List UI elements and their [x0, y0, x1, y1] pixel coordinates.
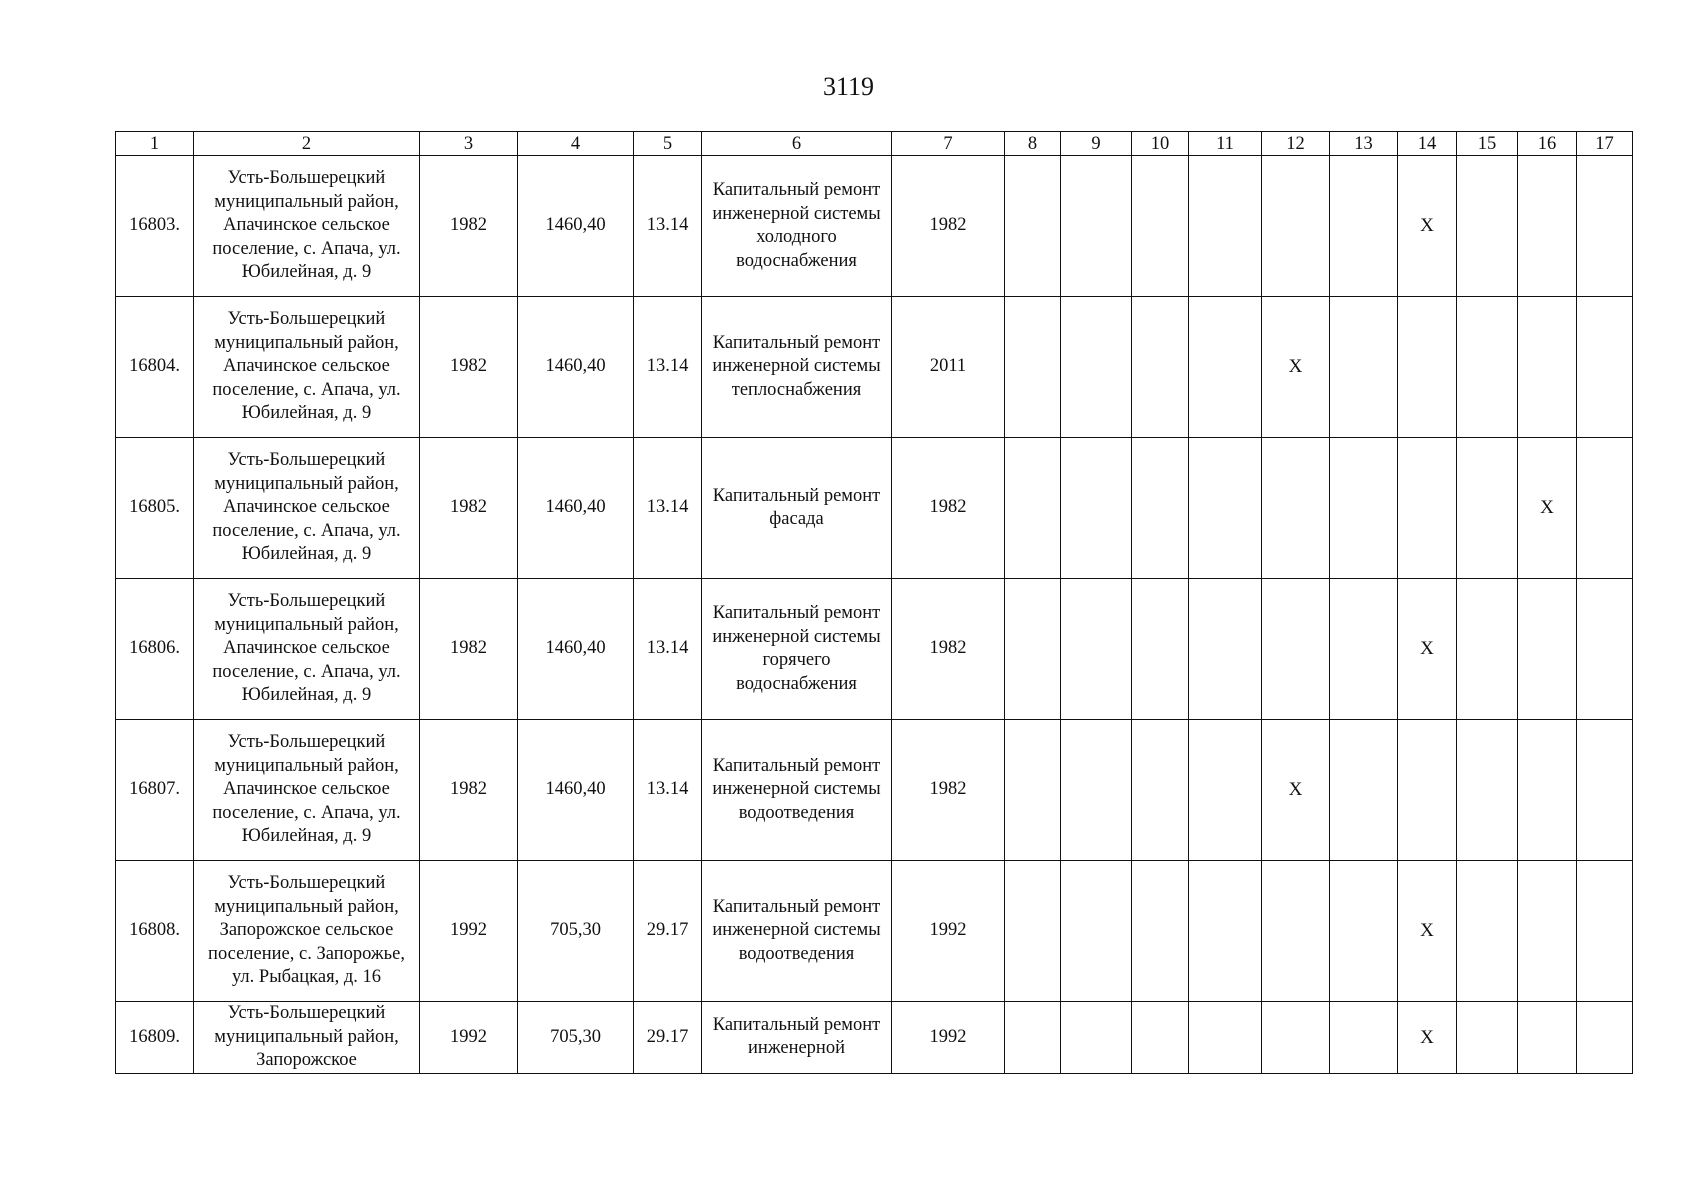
work-type-cell: Капитальный ремонт инженерной системы водоотведения: [702, 720, 892, 861]
period-mark-cell: [1262, 579, 1330, 720]
period-mark-cell: [1457, 438, 1518, 579]
period-mark-cell: [1005, 720, 1061, 861]
period-mark-cell: X: [1398, 579, 1457, 720]
year-built-cell: 1992: [420, 1002, 518, 1074]
year-built-cell: 1982: [420, 156, 518, 297]
address-cell: Усть-Большерецкий муниципальный район, Апачинское сельское поселение, с. Апача, ул. Юбилейная, д. 9: [194, 720, 420, 861]
code-cell: 29.17: [634, 861, 702, 1002]
header-cell: 11: [1189, 132, 1262, 156]
row-number-cell: 16805.: [116, 438, 194, 579]
work-type-cell: Капитальный ремонт инженерной системы горячего водоснабжения: [702, 579, 892, 720]
period-mark-cell: [1518, 579, 1577, 720]
code-cell: 13.14: [634, 297, 702, 438]
row-number-cell: 16809.: [116, 1002, 194, 1074]
period-mark-cell: [1262, 861, 1330, 1002]
period-mark-cell: [1061, 579, 1132, 720]
work-type-cell: Капитальный ремонт инженерной системы теплоснабжения: [702, 297, 892, 438]
row-number-cell: 16804.: [116, 297, 194, 438]
work-type-cell: Капитальный ремонт фасада: [702, 438, 892, 579]
period-mark-cell: X: [1398, 156, 1457, 297]
period-mark-cell: [1330, 720, 1398, 861]
code-cell: 13.14: [634, 156, 702, 297]
period-mark-cell: [1398, 438, 1457, 579]
table-row: [116, 720, 1633, 861]
period-mark-cell: [1577, 156, 1633, 297]
period-mark-cell: [1577, 720, 1633, 861]
header-cell: 4: [518, 132, 634, 156]
year-built-cell: 1992: [420, 861, 518, 1002]
table-row: [116, 438, 1633, 579]
address-cell: Усть-Большерецкий муниципальный район, Апачинское сельское поселение, с. Апача, ул. Юбилейная, д. 9: [194, 156, 420, 297]
year-last-repair-cell: 1982: [892, 156, 1005, 297]
period-mark-cell: [1189, 720, 1262, 861]
period-mark-cell: [1398, 720, 1457, 861]
table-row: [116, 156, 1633, 297]
header-cell: 9: [1061, 132, 1132, 156]
header-cell: 6: [702, 132, 892, 156]
area-cell: 705,30: [518, 861, 634, 1002]
period-mark-cell: [1518, 1002, 1577, 1074]
header-cell: 15: [1457, 132, 1518, 156]
header-cell: 17: [1577, 132, 1633, 156]
period-mark-cell: [1398, 297, 1457, 438]
code-cell: 13.14: [634, 579, 702, 720]
table-row: [116, 297, 1633, 438]
header-cell: 5: [634, 132, 702, 156]
row-number-cell: 16803.: [116, 156, 194, 297]
period-mark-cell: [1132, 297, 1189, 438]
period-mark-cell: [1005, 1002, 1061, 1074]
period-mark-cell: [1005, 438, 1061, 579]
period-mark-cell: [1189, 861, 1262, 1002]
period-mark-cell: [1189, 156, 1262, 297]
year-last-repair-cell: 1982: [892, 438, 1005, 579]
period-mark-cell: [1005, 579, 1061, 720]
period-mark-cell: [1518, 861, 1577, 1002]
address-cell: Усть-Большерецкий муниципальный район, Запорожское: [194, 1002, 420, 1074]
address-cell: Усть-Большерецкий муниципальный район, Апачинское сельское поселение, с. Апача, ул. Юбилейная, д. 9: [194, 297, 420, 438]
work-type-cell: Капитальный ремонт инженерной системы холодного водоснабжения: [702, 156, 892, 297]
page-number: 3119: [822, 72, 875, 101]
header-row: [116, 132, 1633, 156]
period-mark-cell: [1189, 1002, 1262, 1074]
year-built-cell: 1982: [420, 720, 518, 861]
header-cell: 14: [1398, 132, 1457, 156]
period-mark-cell: [1330, 438, 1398, 579]
period-mark-cell: [1577, 438, 1633, 579]
period-mark-cell: [1061, 297, 1132, 438]
address-cell: Усть-Большерецкий муниципальный район, Запорожское сельское поселение, с. Запорожье, ул. Рыбацкая, д. 16: [194, 861, 420, 1002]
period-mark-cell: [1330, 156, 1398, 297]
area-cell: 1460,40: [518, 156, 634, 297]
year-built-cell: 1982: [420, 579, 518, 720]
header-cell: 3: [420, 132, 518, 156]
year-built-cell: 1982: [420, 438, 518, 579]
code-cell: 13.14: [634, 438, 702, 579]
period-mark-cell: [1189, 297, 1262, 438]
header-cell: 13: [1330, 132, 1398, 156]
table-row: [116, 579, 1633, 720]
period-mark-cell: [1457, 297, 1518, 438]
area-cell: 1460,40: [518, 720, 634, 861]
table-row: [116, 861, 1633, 1002]
period-mark-cell: [1457, 861, 1518, 1002]
period-mark-cell: [1262, 1002, 1330, 1074]
period-mark-cell: [1132, 156, 1189, 297]
year-last-repair-cell: 2011: [892, 297, 1005, 438]
header-cell: 7: [892, 132, 1005, 156]
period-mark-cell: [1005, 861, 1061, 1002]
period-mark-cell: [1457, 579, 1518, 720]
row-number-cell: 16806.: [116, 579, 194, 720]
period-mark-cell: [1132, 438, 1189, 579]
area-cell: 1460,40: [518, 438, 634, 579]
period-mark-cell: X: [1262, 297, 1330, 438]
period-mark-cell: [1132, 720, 1189, 861]
header-cell: 1: [116, 132, 194, 156]
period-mark-cell: [1457, 720, 1518, 861]
period-mark-cell: X: [1262, 720, 1330, 861]
period-mark-cell: [1330, 861, 1398, 1002]
period-mark-cell: [1577, 579, 1633, 720]
header-cell: 16: [1518, 132, 1577, 156]
period-mark-cell: [1330, 1002, 1398, 1074]
period-mark-cell: [1262, 438, 1330, 579]
period-mark-cell: [1577, 1002, 1633, 1074]
period-mark-cell: [1330, 297, 1398, 438]
period-mark-cell: [1132, 1002, 1189, 1074]
period-mark-cell: [1061, 1002, 1132, 1074]
period-mark-cell: [1061, 720, 1132, 861]
period-mark-cell: [1262, 156, 1330, 297]
period-mark-cell: X: [1518, 438, 1577, 579]
area-cell: 1460,40: [518, 297, 634, 438]
repair-schedule-table: [115, 131, 1633, 1074]
work-type-cell: Капитальный ремонт инженерной системы водоотведения: [702, 861, 892, 1002]
header-cell: 10: [1132, 132, 1189, 156]
area-cell: 705,30: [518, 1002, 634, 1074]
row-number-cell: 16807.: [116, 720, 194, 861]
year-last-repair-cell: 1982: [892, 579, 1005, 720]
period-mark-cell: [1577, 861, 1633, 1002]
period-mark-cell: [1518, 720, 1577, 861]
row-number-cell: 16808.: [116, 861, 194, 1002]
year-last-repair-cell: 1982: [892, 720, 1005, 861]
period-mark-cell: [1132, 579, 1189, 720]
period-mark-cell: [1457, 1002, 1518, 1074]
period-mark-cell: [1061, 438, 1132, 579]
code-cell: 13.14: [634, 720, 702, 861]
period-mark-cell: [1577, 297, 1633, 438]
header-cell: 8: [1005, 132, 1061, 156]
period-mark-cell: [1132, 861, 1189, 1002]
period-mark-cell: [1457, 156, 1518, 297]
period-mark-cell: [1518, 156, 1577, 297]
table-row: [116, 1002, 1633, 1074]
code-cell: 29.17: [634, 1002, 702, 1074]
year-last-repair-cell: 1992: [892, 861, 1005, 1002]
period-mark-cell: X: [1398, 1002, 1457, 1074]
header-cell: 12: [1262, 132, 1330, 156]
year-built-cell: 1982: [420, 297, 518, 438]
area-cell: 1460,40: [518, 579, 634, 720]
period-mark-cell: [1189, 438, 1262, 579]
period-mark-cell: [1005, 297, 1061, 438]
header-cell: 2: [194, 132, 420, 156]
period-mark-cell: [1061, 156, 1132, 297]
period-mark-cell: [1518, 297, 1577, 438]
address-cell: Усть-Большерецкий муниципальный район, Апачинское сельское поселение, с. Апача, ул. Юбилейная, д. 9: [194, 579, 420, 720]
period-mark-cell: [1189, 579, 1262, 720]
year-last-repair-cell: 1992: [892, 1002, 1005, 1074]
period-mark-cell: [1005, 156, 1061, 297]
period-mark-cell: [1061, 861, 1132, 1002]
work-type-cell: Капитальный ремонт инженерной: [702, 1002, 892, 1074]
period-mark-cell: X: [1398, 861, 1457, 1002]
period-mark-cell: [1330, 579, 1398, 720]
address-cell: Усть-Большерецкий муниципальный район, Апачинское сельское поселение, с. Апача, ул. Юбилейная, д. 9: [194, 438, 420, 579]
